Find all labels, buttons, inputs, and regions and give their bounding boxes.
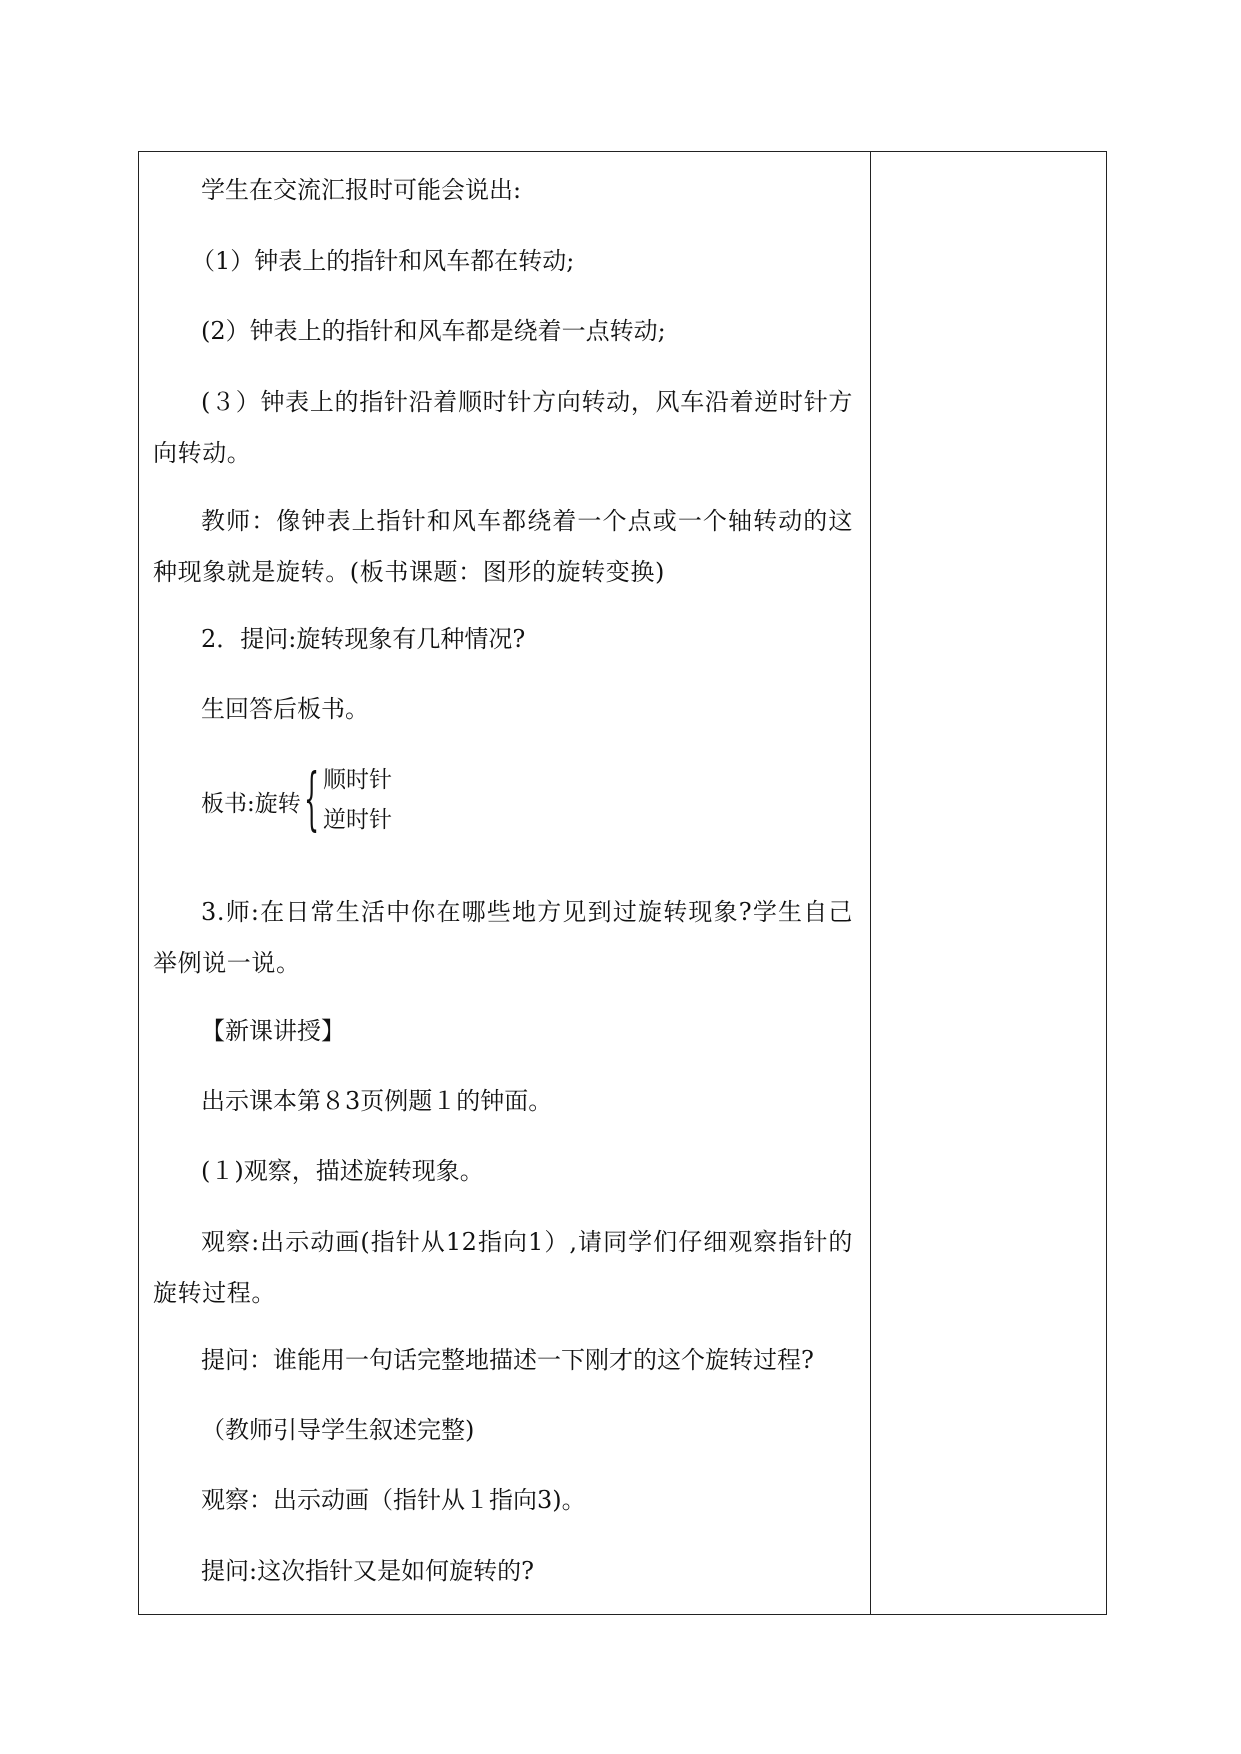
paragraph: （1）钟表上的指针和风车都在转动; [191, 247, 575, 275]
paragraph: (３）钟表上的指针沿着顺时针方向转动，风车沿着逆时针方向转动。 [153, 388, 853, 467]
blackboard-note [201, 760, 461, 845]
paragraph: 提问：谁能用一句话完整地描述一下刚才的这个旋转过程? [201, 1346, 814, 1374]
board-item-counterclockwise: 逆时针 [323, 807, 392, 833]
paragraph: （教师引导学生叙述完整) [201, 1416, 475, 1444]
paragraph: 学生在交流汇报时可能会说出: [201, 176, 522, 204]
board-item-clockwise: 顺时针 [323, 767, 392, 793]
paragraph: 观察：出示动画（指针从１指向3)。 [201, 1486, 586, 1514]
brace-symbol: { [304, 760, 320, 839]
paragraph: (１)观察，描述旋转现象。 [201, 1157, 484, 1185]
paragraph: (2）钟表上的指针和风车都是绕着一点转动; [201, 317, 666, 345]
paragraph: 3.师:在日常生活中你在哪些地方见到过旋转现象?学生自己举例说一说。 [153, 898, 853, 977]
paragraph: 出示课本第８3页例题１的钟面。 [201, 1087, 553, 1115]
paragraph: 提问:这次指针又是如何旋转的? [201, 1557, 534, 1585]
notes-cell [871, 152, 1106, 1614]
paragraph: 观察:出示动画(指针从12指向1）,请同学们仔细观察指针的旋转过程。 [153, 1228, 853, 1307]
section-heading: 【新课讲授】 [201, 1017, 345, 1045]
paragraph: 教师：像钟表上指针和风车都绕着一个点或一个轴转动的这种现象就是旋转。(板书课题：图形的旋转变换) [153, 507, 853, 586]
lesson-table [138, 151, 1107, 1615]
board-label: 板书:旋转 [201, 791, 301, 817]
paragraph: 生回答后板书。 [201, 695, 369, 723]
lesson-content-cell [139, 152, 870, 1614]
paragraph: 2．提问:旋转现象有几种情况? [201, 625, 526, 653]
